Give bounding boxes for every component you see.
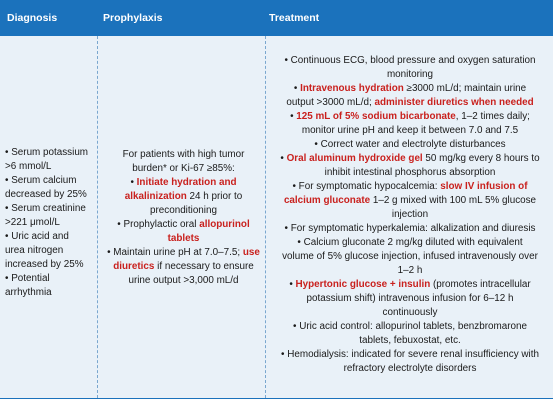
treatment-line [268,96,552,110]
treatment-line: potassium shift) intravenous infusion for 6–12 h [306,293,514,304]
treatment-line: • Continuous ECG, blood pressure and oxygen saturation [284,55,536,66]
column-divider [97,36,98,398]
treatment-line [268,180,552,194]
treatment-line: monitor urine pH and keep it between 7.0 and 7.5 [301,125,519,136]
emphasis-text: 125 mL of 5% sodium bicarbonate [296,111,456,122]
emphasis-text: calcium gluconate [283,195,371,206]
emphasis-text: allopurinol [199,219,250,230]
emphasis-text: tablets [167,233,200,244]
emphasis-text: diuretics [113,261,155,272]
treatment-line: 1–2 h [397,265,423,276]
treatment-line [268,278,552,292]
plain-text: output >3000 mL/d; [286,97,375,108]
prophylaxis-line: burden* or Ki-67 ≥85%: [132,163,235,174]
emphasis-text: Oral aluminum hydroxide gel [286,153,423,164]
plain-text: , 1–2 times daily; [455,111,530,122]
bullet: • [293,83,301,94]
prophylaxis-line [100,232,267,246]
plain-text: 50 mg/kg every 8 hours to [422,153,540,164]
treatment-line: refractory electrolyte disorders [343,363,477,374]
prophylaxis-line [100,176,267,190]
plain-text: ≥3000 mL/d; maintain urine [403,83,527,94]
plain-text: • Prophylactic oral [117,219,200,230]
emphasis-text: Intravenous hydration [300,83,404,94]
diagnosis-line: >6 mmol/L [5,161,52,172]
prophylaxis-line: urine output >3,000 mL/d [128,275,239,286]
table-header-row [0,0,553,36]
diagnosis-line: decreased by 25% [5,189,87,200]
treatment-line: • Calcium gluconate 2 mg/kg diluted with equivalent [297,237,523,248]
bullet: • [280,153,287,164]
diagnosis-line: >221 μmol/L [5,217,60,228]
prophylaxis-line [100,260,267,274]
treatment-line [268,110,552,124]
emphasis-text: alkalinization [124,191,187,202]
prophylaxis-line: preconditioning [150,205,217,216]
treatment-line: • For symptomatic hyperkalemia: alkalization and diuresis [284,223,536,234]
prophylaxis-line [100,246,267,260]
treatment-line: monitoring [386,69,434,80]
emphasis-text: Hypertonic glucose + insulin [295,279,431,290]
diagnosis-line: • Serum calcium [5,175,77,186]
treatment-line: tablets, febuxostat, etc. [359,335,461,346]
treatment-line: • Uric acid control: allopurinol tablets, benzbromarone [293,321,527,332]
header-diagnosis: Diagnosis [7,12,58,24]
plain-text: 24 h prior to [186,191,243,202]
diagnosis-line: arrhythmia [5,287,52,298]
diagnosis-line: • Serum creatinine [5,203,86,214]
plain-text: • For symptomatic hypocalcemia: [292,181,441,192]
treatment-line [268,194,552,208]
treatment-line [268,152,552,166]
treatment-line: • Correct water and electrolyte disturbances [314,139,506,150]
plain-text: 1–2 g mixed with 100 mL 5% glucose [370,195,537,206]
bullet: • [290,111,297,122]
emphasis-text: Initiate hydration and [136,177,237,188]
header-prophylaxis: Prophylaxis [103,12,163,24]
plain-text: if necessary to ensure [154,261,254,272]
diagnosis-line: urea nitrogen [5,245,64,256]
diagnosis-cell [5,146,97,300]
plain-text: (promotes intracellular [430,279,531,290]
plain-text: • Maintain urine pH at 7.0–7.5; [107,247,243,258]
prophylaxis-line [100,190,267,204]
diagnosis-line: increased by 25% [5,259,84,270]
prophylaxis-line: For patients with high tumor [122,149,245,160]
prophylaxis-line [100,218,267,232]
diagnosis-line: • Potential [5,273,50,284]
header-treatment: Treatment [269,12,320,24]
prophylaxis-cell [100,148,267,288]
diagnosis-line: • Uric acid and [5,231,69,242]
emphasis-text: use [242,247,260,258]
treatment-line: • Hemodialysis: indicated for severe renal insufficiency with [281,349,539,360]
treatment-line: injection [391,209,429,220]
treatment-line [268,82,552,96]
bullet: • [289,279,296,290]
emphasis-text: slow IV infusion of [440,181,528,192]
treatment-line: volume of 5% glucose injection, infused intravenously over [282,251,538,262]
treatment-line: inhibit intestinal phosphorus absorption [324,167,496,178]
diagnosis-line: • Serum potassium [5,147,89,158]
bullet: • [130,177,137,188]
emphasis-text: administer diuretics when needed [374,97,534,108]
treatment-line: continuously [382,307,438,318]
treatment-cell [268,54,552,376]
